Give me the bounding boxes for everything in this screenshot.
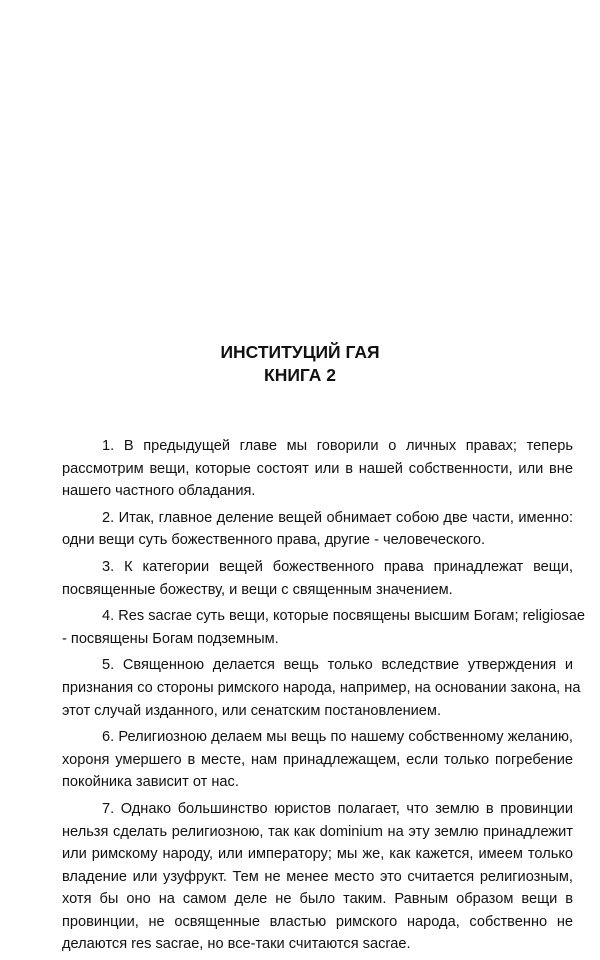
text-line: 5. Священною делается вещь только вследствие утверждения и (102, 657, 573, 674)
paragraph-6 (62, 726, 573, 794)
text-line: признания со стороны римского народа, например, на основании закона, на (62, 679, 581, 696)
text-line: 4. Res sacrae суть вещи, которые посвящены высшим Богам; religiosae (102, 608, 586, 625)
paragraph-4 (62, 605, 586, 650)
text-line: этот случай изданного, или сенатским постановлением. (62, 702, 442, 719)
text-line: 1. В предыдущей главе мы говорили о личных правах; теперь (102, 438, 573, 454)
text-line: посвященные божеству, и вещи с священным значением. (62, 581, 453, 598)
text-line: одни вещи суть божественного права, другие - человеческого. (62, 532, 486, 549)
text-line: хотя бы оно на самом деле не было таким. Равным образом вещи в (62, 891, 573, 908)
text-line: нельзя сделать религиозною, так как dominium на эту землю принадлежит (62, 823, 573, 840)
text-line: провинции, не освященные властью римского народа, собственно не (62, 913, 573, 930)
text-line: 7. Однако большинство юристов полагает, что землю в провинции (102, 800, 573, 817)
text-line: делаются res sacrae, но все-таки считаются sacrae. (62, 936, 411, 953)
text-line: покойника зависит от нас. (62, 774, 239, 791)
document-title: ИНСТИТУЦИЙ ГАЯ (220, 342, 380, 362)
text-line: 6. Религиозною делаем мы вещь по нашему собственному желанию, (102, 729, 573, 746)
document-body (62, 435, 586, 960)
text-line: владение или узуфрукт. Тем не менее место это считается религиозным, (62, 868, 573, 885)
text-line: нашего частного обладания. (62, 483, 256, 500)
paragraph-2 (62, 507, 573, 552)
text-line: хороня умершего в месте, нам принадлежащем, если только погребение (62, 751, 573, 768)
paragraph-5 (62, 654, 581, 722)
paragraph-7 (62, 798, 573, 956)
text-line: 2. Итак, главное деление вещей обнимает собою две части, именно: (102, 509, 573, 526)
paragraph-3 (62, 556, 573, 601)
paragraph-1 (62, 435, 573, 503)
text-line: 3. К категории вещей божественного права принадлежат вещи, (102, 558, 573, 575)
text-line: - посвящены Богам подземным. (62, 630, 279, 647)
book-subtitle: КНИГА 2 (264, 365, 336, 385)
text-line: рассмотрим вещи, которые состоят или в нашей собственности, или вне (62, 460, 573, 477)
text-line: или римскому народу, или императору; мы же, как кажется, имеем только (62, 846, 573, 863)
